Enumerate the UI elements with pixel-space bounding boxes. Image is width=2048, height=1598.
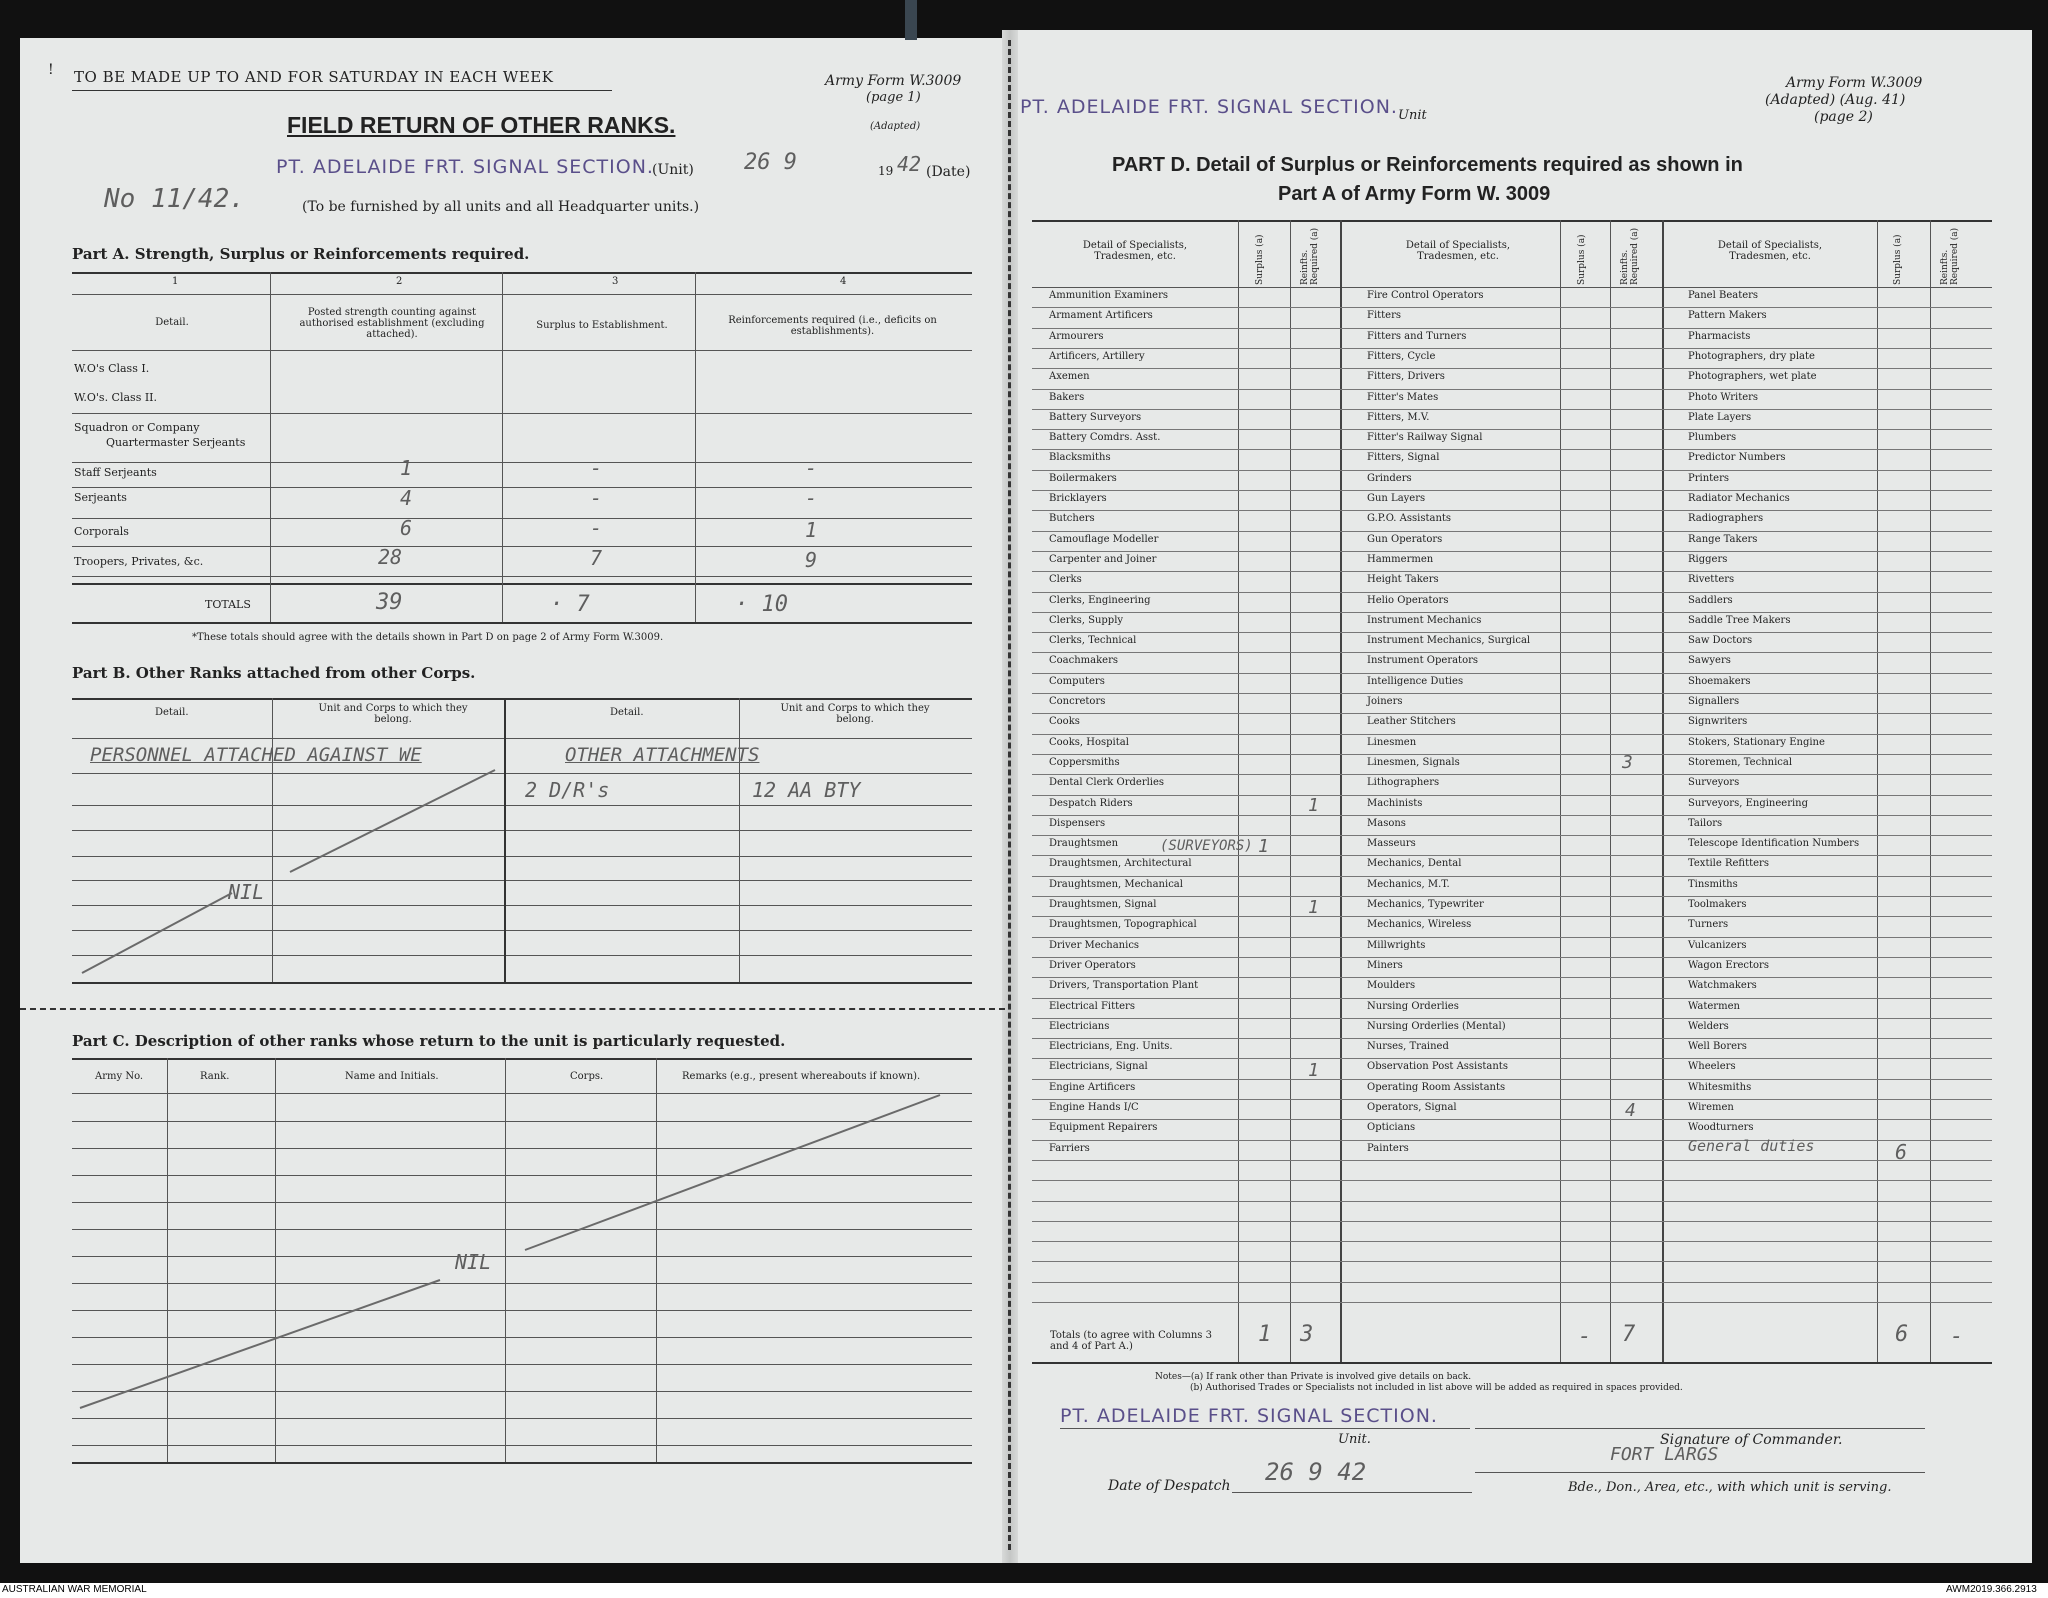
trade-label: Wheelers: [1688, 1061, 1736, 1073]
total-surplus: · 7: [550, 592, 590, 617]
year-hand: 42: [897, 152, 922, 176]
col-header: Detail.: [155, 707, 189, 718]
footer-unit-stamp: PT. ADELAIDE FRT. SIGNAL SECTION.: [1060, 1405, 1438, 1427]
trade-label: Despatch Riders: [1049, 797, 1133, 809]
trade-label: Leather Stitchers: [1367, 716, 1456, 728]
hand-value: 3: [1622, 752, 1633, 773]
row-rule: [1032, 855, 1992, 856]
instruction: TO BE MADE UP TO AND FOR SATURDAY IN EACH WEEK: [74, 68, 554, 86]
col-number: 3: [612, 276, 619, 287]
row-rule: [1032, 368, 1992, 369]
row-rule: [1032, 1038, 1992, 1039]
trade-label: Mechanics, Dental: [1367, 858, 1462, 870]
row-rule: [1032, 673, 1992, 674]
row-rule: [1032, 470, 1992, 471]
return-date: 26 9: [744, 150, 797, 175]
nil-mark: NIL: [228, 880, 265, 904]
trade-label: Surveyors: [1688, 777, 1740, 789]
col-header: Reinfts. Required (a): [1620, 227, 1640, 285]
row-rule: [1032, 1282, 1992, 1283]
note-b: (b) Authorised Trades or Specialists not included in list above will be added as required in spaces provided.: [1190, 1383, 1683, 1393]
trade-label: Pharmacists: [1688, 330, 1751, 342]
row-label: Serjeants: [74, 491, 127, 504]
trade-label: Blacksmiths: [1049, 452, 1111, 464]
signature-label: Signature of Commander.: [1660, 1432, 1843, 1448]
trade-label: Tailors: [1688, 817, 1723, 829]
trade-label: Engine Artificers: [1049, 1081, 1136, 1093]
trade-label: Radiographers: [1688, 513, 1764, 525]
col-header: Unit and Corps to which they belong.: [318, 703, 468, 725]
trade-label: Dispensers: [1049, 817, 1106, 829]
row-label: W.O's. Class II.: [74, 391, 158, 404]
trade-label: Turners: [1688, 919, 1729, 931]
date-label: (Date): [926, 164, 971, 180]
posted-value: 4: [400, 486, 413, 510]
trade-label: Driver Mechanics: [1049, 939, 1140, 951]
part-b-heading: Part B. Other Ranks attached from other Corps.: [72, 664, 476, 682]
credit-right: AWM2019.366.2913: [1946, 1584, 2037, 1595]
trade-label: Signwriters: [1688, 716, 1748, 728]
trade-label: Fitters, Drivers: [1367, 371, 1445, 383]
location-hand: FORT LARGS: [1610, 1444, 1719, 1465]
trade-label: Textile Refitters: [1688, 858, 1769, 870]
unit-label: (Unit): [652, 162, 694, 178]
trade-label: Fitters: [1367, 310, 1402, 322]
row-rule: [1032, 1201, 1992, 1202]
adapted-label: (Adapted): [870, 121, 921, 132]
trade-label: Wiremen: [1688, 1102, 1734, 1113]
hand-note: (SURVEYORS): [1160, 838, 1253, 854]
trade-label: Battery Comdrs. Asst.: [1049, 432, 1161, 444]
trade-label: Rivetters: [1688, 574, 1735, 586]
row-rule: [1032, 1261, 1992, 1262]
trade-label: Operators, Signal: [1367, 1102, 1457, 1113]
row-rule: [1032, 937, 1992, 938]
trade-label: Riggers: [1688, 553, 1728, 565]
total-value: 3: [1300, 1322, 1314, 1347]
trade-label: Telescope Identification Numbers: [1688, 838, 1860, 850]
trade-label: Axemen: [1049, 371, 1090, 383]
trade-label: Tinsmiths: [1688, 878, 1738, 890]
trade-label: Draughtsmen: [1049, 838, 1119, 850]
row-rule: [1032, 389, 1992, 390]
hand-value: 6: [1895, 1140, 1908, 1164]
trade-label: Well Borers: [1688, 1041, 1747, 1053]
trade-label: Grinders: [1367, 472, 1412, 484]
year-prefix: 19: [878, 164, 894, 178]
trade-label: Vulcanizers: [1688, 939, 1747, 951]
trade-label: Armourers: [1049, 330, 1104, 342]
trade-label: Watermen: [1688, 1000, 1740, 1012]
row-rule: [1032, 490, 1992, 491]
row-rule: [1032, 449, 1992, 450]
trade-label: Fitters, Signal: [1367, 452, 1440, 464]
col-header: Name and Initials.: [345, 1071, 439, 1082]
page-ref: (page 1): [866, 90, 921, 105]
trade-label: Intelligence Duties: [1367, 675, 1464, 687]
unit-label: Unit: [1398, 108, 1427, 123]
trade-label: Butchers: [1049, 513, 1095, 525]
trade-label: Surveyors, Engineering: [1688, 797, 1809, 809]
total-value: -: [1950, 1324, 1964, 1349]
trade-label: Helio Operators: [1367, 594, 1449, 606]
total-reinf: · 10: [735, 592, 788, 617]
trade-label: Battery Surveyors: [1049, 411, 1142, 423]
form-ref: Army Form W.3009: [1786, 75, 1923, 91]
row-rule: [1032, 998, 1992, 999]
col-header: Surplus (a): [1577, 234, 1587, 285]
trade-label: Nursing Orderlies: [1367, 1000, 1459, 1012]
hand-detail: 2 D/R's: [525, 778, 610, 802]
surplus-value: -: [590, 486, 603, 510]
trade-label: Signallers: [1688, 696, 1740, 707]
trade-label: Fire Control Operators: [1367, 290, 1484, 301]
row-label: W.O's Class I.: [74, 362, 150, 375]
col-header: Reinfts. Required (a): [1940, 227, 1960, 285]
row-label: Quartermaster Serjeants: [106, 436, 246, 449]
trade-label: Bricklayers: [1049, 493, 1107, 504]
col-header: Rank.: [200, 1071, 230, 1082]
trade-label: Masseurs: [1367, 838, 1416, 850]
trade-label: Fitters, M.V.: [1367, 411, 1430, 423]
reinf-value: -: [805, 486, 818, 510]
row-rule: [1032, 1180, 1992, 1181]
trade-label: Artificers, Artillery: [1049, 350, 1145, 362]
row-rule: [1032, 632, 1992, 633]
trade-label: Boilermakers: [1049, 472, 1117, 484]
trade-label: Fitter's Mates: [1367, 391, 1439, 403]
trade-label: Instrument Mechanics, Surgical: [1367, 635, 1531, 647]
trade-label: Electricians: [1049, 1020, 1110, 1032]
row-rule: [1032, 1302, 1992, 1303]
row-rule: [1032, 835, 1992, 836]
trade-label: Clerks, Technical: [1049, 635, 1137, 647]
trade-label: Toolmakers: [1688, 899, 1747, 910]
trade-label: Nursing Orderlies (Mental): [1367, 1020, 1506, 1032]
row-rule: [1032, 531, 1992, 532]
credit-strip: [0, 1583, 2048, 1598]
form-ref: Army Form W.3009: [825, 73, 962, 89]
trade-label: Machinists: [1367, 797, 1423, 809]
row-rule: [1032, 693, 1992, 694]
hand-attached-we: PERSONNEL ATTACHED AGAINST WE: [90, 744, 422, 766]
trade-label: Fitters and Turners: [1367, 330, 1467, 342]
trade-label: Cooks, Hospital: [1049, 736, 1129, 748]
trade-label: Watchmakers: [1688, 980, 1757, 992]
totals-label: Totals (to agree with Columns 3 and 4 of Part A.): [1050, 1330, 1212, 1352]
row-rule: [1032, 1140, 1992, 1141]
trade-label: Carpenter and Joiner: [1049, 553, 1157, 565]
trade-label: Wagon Erectors: [1688, 959, 1769, 971]
page-title: FIELD RETURN OF OTHER RANKS.: [287, 112, 676, 138]
trade-label: Electrical Fitters: [1049, 1000, 1135, 1012]
trade-label: Linesmen: [1367, 736, 1417, 748]
col-header-reinforcements: Reinforcements required (i.e., deficits on establishments).: [728, 315, 937, 337]
col-header: Detail of Specialists, Tradesmen, etc.: [1082, 240, 1188, 262]
col-number: 1: [172, 276, 179, 287]
trade-label: Mechanics, Wireless: [1367, 919, 1472, 931]
trade-label: Saw Doctors: [1688, 635, 1753, 647]
trade-label: Photo Writers: [1688, 391, 1759, 403]
trade-label: Operating Room Assistants: [1367, 1081, 1506, 1093]
reinf-value: 1: [805, 518, 818, 542]
col-header: Surplus (a): [1893, 234, 1903, 285]
col-number: 4: [840, 276, 847, 287]
trade-label: Fitter's Railway Signal: [1367, 432, 1483, 444]
trade-label: Driver Operators: [1049, 959, 1136, 971]
trade-label: Woodturners: [1688, 1122, 1754, 1134]
adapted-label: (Adapted) (Aug. 41): [1765, 92, 1906, 108]
row-rule: [1032, 328, 1992, 329]
trade-label: Whitesmiths: [1688, 1081, 1752, 1093]
total-posted: 39: [376, 590, 403, 615]
hand-value: 1: [1308, 897, 1319, 918]
trade-label: Clerks: [1049, 574, 1082, 586]
trade-label: Height Takers: [1367, 574, 1439, 586]
row-rule: [1032, 612, 1992, 613]
row-rule: [1032, 957, 1992, 958]
posted-value: 1: [400, 456, 413, 480]
surplus-value: 7: [590, 546, 603, 570]
trade-label: Lithographers: [1367, 777, 1440, 789]
trade-label: Saddlers: [1688, 594, 1733, 606]
row-label: Squadron or Company: [74, 421, 200, 434]
trade-label: Bakers: [1049, 391, 1085, 403]
trade-label: Joiners: [1367, 696, 1403, 707]
trade-label: Plate Layers: [1688, 411, 1752, 423]
part-a-heading: Part A. Strength, Surplus or Reinforcements required.: [72, 245, 530, 263]
trade-label: Instrument Mechanics: [1367, 614, 1482, 626]
trade-label: Camouflage Modeller: [1049, 533, 1159, 545]
trade-label: Draughtsmen, Signal: [1049, 899, 1157, 910]
despatch-date: 26 9 42: [1265, 1458, 1367, 1486]
hand-value: 1: [1308, 795, 1319, 816]
row-rule: [1032, 815, 1992, 816]
trade-label: Pattern Makers: [1688, 310, 1767, 322]
hand-value: 1: [1308, 1060, 1319, 1081]
row-rule: [1032, 774, 1992, 775]
trade-label: Coppersmiths: [1049, 756, 1120, 768]
row-rule: [1032, 652, 1992, 653]
trade-label: Radiator Mechanics: [1688, 493, 1790, 504]
trade-label: Instrument Operators: [1367, 655, 1479, 667]
unit-stamp: PT. ADELAIDE FRT. SIGNAL SECTION.: [1020, 96, 1398, 118]
trade-label: Shoemakers: [1688, 675, 1751, 687]
trade-label: Equipment Repairers: [1049, 1122, 1158, 1134]
col-header: Detail of Specialists, Tradesmen, etc.: [1717, 240, 1823, 262]
col-header: Surplus (a): [1255, 234, 1265, 285]
totals-label: TOTALS: [205, 598, 251, 611]
row-rule: [1032, 1241, 1992, 1242]
trade-label: Printers: [1688, 472, 1729, 484]
col-header: Unit and Corps to which they belong.: [780, 703, 930, 725]
trade-label: Welders: [1688, 1020, 1729, 1032]
trade-label: Mechanics, M.T.: [1367, 878, 1450, 890]
row-rule: [1032, 754, 1992, 755]
surplus-value: -: [590, 456, 603, 480]
trade-label: Coachmakers: [1049, 655, 1119, 667]
reinf-value: -: [805, 456, 818, 480]
hand-value: 4: [1625, 1100, 1636, 1121]
row-rule: [1032, 551, 1992, 552]
row-rule: [1032, 348, 1992, 349]
row-rule: [1032, 429, 1992, 430]
trade-label: Drivers, Transportation Plant: [1049, 980, 1199, 992]
trade-label: Armament Artificers: [1049, 310, 1153, 322]
trade-label: Draughtsmen, Topographical: [1049, 919, 1197, 931]
row-rule: [1032, 409, 1992, 410]
trade-label: Computers: [1049, 675, 1105, 687]
row-rule: [1032, 1099, 1992, 1100]
row-rule: [1032, 571, 1992, 572]
trade-label: Linesmen, Signals: [1367, 756, 1460, 768]
row-label: Staff Serjeants: [74, 466, 157, 479]
row-rule: [1032, 592, 1992, 593]
posted-value: 6: [400, 516, 413, 540]
hand-unit: 12 AA BTY: [752, 778, 861, 802]
row-rule: [1032, 1018, 1992, 1019]
trade-label: Masons: [1367, 817, 1406, 829]
trade-label: G.P.O. Assistants: [1367, 513, 1452, 525]
return-number: No 11/42.: [104, 184, 245, 214]
hand-value: 1: [1258, 836, 1269, 857]
col-header-posted: Posted strength counting against authorised establishment (excluding attached).: [299, 307, 485, 340]
unit-stamp: PT. ADELAIDE FRT. SIGNAL SECTION.: [276, 156, 654, 178]
part-c-heading: Part C. Description of other ranks whose return to the unit is particularly requested.: [72, 1032, 786, 1050]
trade-label: Hammermen: [1367, 553, 1434, 565]
row-label: Corporals: [74, 525, 129, 538]
trade-label: Cooks: [1049, 716, 1080, 728]
col-header: Detail.: [610, 707, 644, 718]
trade-label: Clerks, Engineering: [1049, 594, 1151, 606]
trade-label: Plumbers: [1688, 432, 1737, 444]
col-header-detail: Detail.: [155, 317, 189, 328]
trade-label: Farriers: [1049, 1142, 1090, 1154]
trade-label: Dental Clerk Orderlies: [1049, 777, 1165, 789]
trade-label: Nurses, Trained: [1367, 1041, 1449, 1053]
trade-label: Draughtsmen, Architectural: [1049, 858, 1192, 870]
row-rule: [1032, 896, 1992, 897]
furnish-note: (To be furnished by all units and all Headquarter units.): [302, 199, 700, 215]
row-rule: [1032, 307, 1992, 308]
col-header: Corps.: [570, 1071, 604, 1082]
total-value: -: [1578, 1324, 1592, 1349]
trade-label: Opticians: [1367, 1122, 1416, 1134]
trade-label: Draughtsmen, Mechanical: [1049, 878, 1183, 890]
total-value: 7: [1622, 1322, 1636, 1347]
trade-label: Millwrights: [1367, 939, 1426, 951]
trade-label: Electricians, Eng. Units.: [1049, 1041, 1173, 1053]
trade-label: Ammunition Examiners: [1049, 290, 1168, 301]
credit-left: AUSTRALIAN WAR MEMORIAL: [2, 1584, 147, 1595]
row-label: Troopers, Privates, &c.: [74, 555, 204, 568]
trade-label: Saddle Tree Makers: [1688, 614, 1791, 626]
trade-label: Miners: [1367, 959, 1403, 971]
bde-label: Bde., Don., Area, etc., with which unit is serving.: [1568, 1480, 1892, 1495]
row-rule: [1032, 1058, 1992, 1059]
col-header: Detail of Specialists, Tradesmen, etc.: [1405, 240, 1511, 262]
trade-label: Predictor Numbers: [1688, 452, 1786, 464]
row-rule: [1032, 916, 1992, 917]
posted-value: 28: [378, 545, 403, 569]
row-rule: [1032, 713, 1992, 714]
trade-label: Storemen, Technical: [1688, 756, 1793, 768]
trade-label: Observation Post Assistants: [1367, 1061, 1508, 1073]
row-rule: [1032, 1119, 1992, 1120]
trade-label: Stokers, Stationary Engine: [1688, 736, 1825, 748]
trade-label: Gun Operators: [1367, 533, 1443, 545]
col-header: Army No.: [95, 1071, 144, 1082]
total-value: 1: [1258, 1322, 1272, 1347]
row-rule: [1032, 1079, 1992, 1080]
col-header-surplus: Surplus to Establishment.: [536, 320, 668, 331]
row-rule: [1032, 1160, 1992, 1161]
trade-label: Photographers, wet plate: [1688, 371, 1817, 383]
row-rule: [1032, 977, 1992, 978]
trade-label: Moulders: [1367, 980, 1416, 992]
note-a: Notes—(a) If rank other than Private is involved give details on back.: [1155, 1372, 1472, 1382]
row-rule: [1032, 734, 1992, 735]
nil-mark: NIL: [455, 1250, 492, 1274]
trade-label: Clerks, Supply: [1049, 614, 1124, 626]
surplus-value: -: [590, 516, 603, 540]
trade-label: Gun Layers: [1367, 493, 1426, 504]
page-ref: (page 2): [1814, 109, 1873, 125]
total-value: 6: [1895, 1322, 1909, 1347]
reinf-value: 9: [805, 548, 818, 572]
part-d-title: PART D. Detail of Surplus or Reinforcements required as shown in: [1112, 154, 1743, 176]
trade-label: Photographers, dry plate: [1688, 350, 1815, 362]
despatch-label: Date of Despatch: [1108, 1478, 1231, 1494]
trade-label: Fitters, Cycle: [1367, 350, 1436, 362]
trade-label: Engine Hands I/C: [1049, 1102, 1139, 1113]
trade-label: Sawyers: [1688, 655, 1731, 667]
row-rule: [1032, 510, 1992, 511]
trade-label: Electricians, Signal: [1049, 1061, 1148, 1073]
hand-other-attachments: OTHER ATTACHMENTS: [565, 744, 760, 766]
footer-unit-label: Unit.: [1338, 1432, 1371, 1447]
col-header: Reinfts. Required (a): [1300, 227, 1320, 285]
row-rule: [1032, 795, 1992, 796]
trade-label: Concretors: [1049, 696, 1106, 707]
part-d-subtitle: Part A of Army Form W. 3009: [1278, 183, 1551, 205]
row-rule: [1032, 876, 1992, 877]
trade-label: Panel Beaters: [1688, 290, 1759, 301]
row-rule: [1032, 1221, 1992, 1222]
trade-label: Painters: [1367, 1142, 1409, 1154]
col-number: 2: [396, 276, 403, 287]
trade-label: Range Takers: [1688, 533, 1758, 545]
col-header: Remarks (e.g., present whereabouts if known).: [682, 1071, 921, 1082]
part-a-footnote: *These totals should agree with the details shown in Part D on page 2 of Army Form W.3009.: [192, 632, 664, 643]
trade-label: Mechanics, Typewriter: [1367, 899, 1484, 910]
trade-label: General duties: [1688, 1136, 1815, 1155]
